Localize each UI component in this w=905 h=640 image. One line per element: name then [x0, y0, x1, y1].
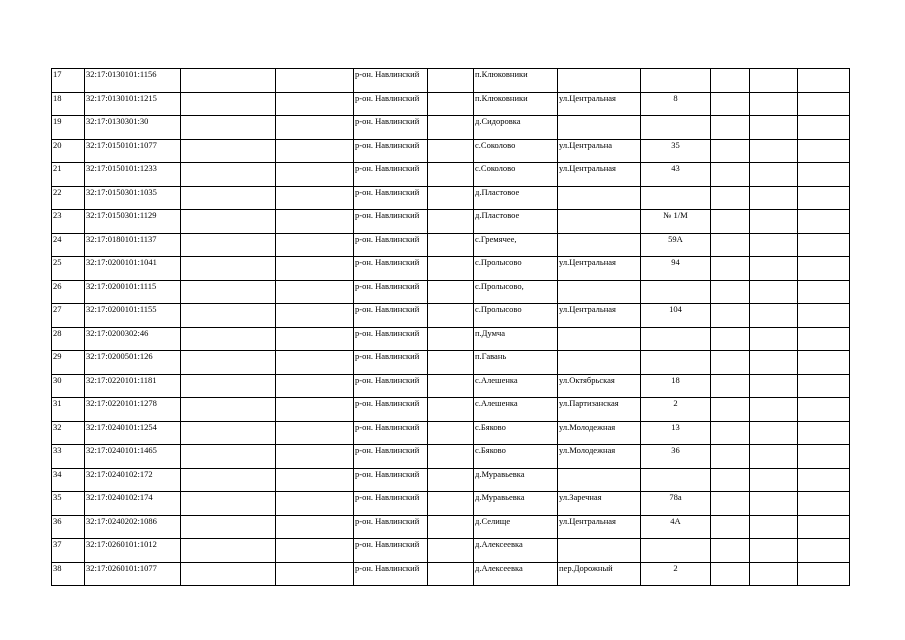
- empty-cell: [428, 445, 474, 469]
- empty-cell: [798, 304, 850, 328]
- district-cell: р-он. Навлинский: [354, 515, 428, 539]
- empty-cell: [276, 351, 354, 375]
- empty-cell: [181, 351, 276, 375]
- row-number-cell: 23: [52, 210, 85, 234]
- empty-cell: [428, 92, 474, 116]
- house-number-cell: 78а: [641, 492, 711, 516]
- table-row: [52, 445, 850, 469]
- empty-cell: [276, 186, 354, 210]
- cadastral-number-cell: 32:17:0130301:30: [85, 116, 181, 140]
- empty-cell: [181, 116, 276, 140]
- empty-cell: [181, 421, 276, 445]
- settlement-cell: с.Бяково: [474, 445, 558, 469]
- table-row: [52, 421, 850, 445]
- table-row: [52, 468, 850, 492]
- table-row: [52, 233, 850, 257]
- row-number-cell: 24: [52, 233, 85, 257]
- street-cell: ул.Заречная: [558, 492, 641, 516]
- district-cell: р-он. Навлинский: [354, 163, 428, 187]
- empty-cell: [750, 280, 798, 304]
- cadastral-number-cell: 32:17:0200101:1041: [85, 257, 181, 281]
- settlement-cell: п.Клюковники: [474, 69, 558, 93]
- empty-cell: [181, 257, 276, 281]
- empty-cell: [798, 233, 850, 257]
- settlement-cell: с.Алешенка: [474, 398, 558, 422]
- empty-cell: [798, 69, 850, 93]
- empty-cell: [276, 210, 354, 234]
- house-number-cell: [641, 116, 711, 140]
- cadastral-number-cell: 32:17:0240102:172: [85, 468, 181, 492]
- row-number-cell: 32: [52, 421, 85, 445]
- street-cell: ул.Центральная: [558, 163, 641, 187]
- district-cell: р-он. Навлинский: [354, 351, 428, 375]
- empty-cell: [181, 468, 276, 492]
- settlement-cell: с.Соколово: [474, 139, 558, 163]
- district-cell: р-он. Навлинский: [354, 468, 428, 492]
- district-cell: р-он. Навлинский: [354, 69, 428, 93]
- empty-cell: [711, 69, 750, 93]
- empty-cell: [276, 116, 354, 140]
- empty-cell: [276, 468, 354, 492]
- row-number-cell: 20: [52, 139, 85, 163]
- empty-cell: [181, 233, 276, 257]
- table-row: [52, 492, 850, 516]
- cadastral-number-cell: 32:17:0150101:1077: [85, 139, 181, 163]
- house-number-cell: [641, 186, 711, 210]
- settlement-cell: с.Бяково: [474, 421, 558, 445]
- cadastral-number-cell: 32:17:0240102:174: [85, 492, 181, 516]
- settlement-cell: д.Пластовое: [474, 186, 558, 210]
- empty-cell: [711, 92, 750, 116]
- empty-cell: [750, 421, 798, 445]
- table-row: [52, 515, 850, 539]
- empty-cell: [428, 116, 474, 140]
- empty-cell: [750, 116, 798, 140]
- street-cell: пер.Дорожный: [558, 562, 641, 586]
- district-cell: р-он. Навлинский: [354, 257, 428, 281]
- row-number-cell: 30: [52, 374, 85, 398]
- street-cell: ул.Молодежная: [558, 445, 641, 469]
- settlement-cell: п.Клюковники: [474, 92, 558, 116]
- row-number-cell: 17: [52, 69, 85, 93]
- empty-cell: [798, 280, 850, 304]
- table-row: [52, 351, 850, 375]
- empty-cell: [428, 492, 474, 516]
- empty-cell: [798, 210, 850, 234]
- cadastral-number-cell: 32:17:0150301:1035: [85, 186, 181, 210]
- empty-cell: [181, 69, 276, 93]
- empty-cell: [750, 539, 798, 563]
- house-number-cell: 8: [641, 92, 711, 116]
- table-row: [52, 562, 850, 586]
- street-cell: [558, 468, 641, 492]
- cadastral-number-cell: 32:17:0240101:1465: [85, 445, 181, 469]
- house-number-cell: [641, 327, 711, 351]
- empty-cell: [428, 233, 474, 257]
- cadastral-number-cell: 32:17:0260101:1077: [85, 562, 181, 586]
- empty-cell: [428, 562, 474, 586]
- empty-cell: [711, 515, 750, 539]
- empty-cell: [276, 492, 354, 516]
- empty-cell: [750, 186, 798, 210]
- empty-cell: [711, 163, 750, 187]
- settlement-cell: д.Муравьевка: [474, 468, 558, 492]
- empty-cell: [798, 163, 850, 187]
- empty-cell: [276, 257, 354, 281]
- house-number-cell: [641, 539, 711, 563]
- row-number-cell: 36: [52, 515, 85, 539]
- table-row: [52, 186, 850, 210]
- empty-cell: [711, 257, 750, 281]
- empty-cell: [711, 233, 750, 257]
- empty-cell: [711, 210, 750, 234]
- empty-cell: [181, 562, 276, 586]
- empty-cell: [181, 92, 276, 116]
- street-cell: [558, 186, 641, 210]
- empty-cell: [750, 327, 798, 351]
- empty-cell: [798, 562, 850, 586]
- empty-cell: [711, 445, 750, 469]
- empty-cell: [181, 374, 276, 398]
- empty-cell: [711, 421, 750, 445]
- street-cell: ул.Молодежная: [558, 421, 641, 445]
- row-number-cell: 26: [52, 280, 85, 304]
- row-number-cell: 25: [52, 257, 85, 281]
- empty-cell: [428, 304, 474, 328]
- table-row: [52, 92, 850, 116]
- empty-cell: [750, 562, 798, 586]
- empty-cell: [798, 539, 850, 563]
- row-number-cell: 38: [52, 562, 85, 586]
- district-cell: р-он. Навлинский: [354, 421, 428, 445]
- row-number-cell: 22: [52, 186, 85, 210]
- empty-cell: [798, 468, 850, 492]
- street-cell: ул.Партизанская: [558, 398, 641, 422]
- house-number-cell: 13: [641, 421, 711, 445]
- row-number-cell: 34: [52, 468, 85, 492]
- table-row: [52, 280, 850, 304]
- table-row: [52, 116, 850, 140]
- empty-cell: [428, 69, 474, 93]
- row-number-cell: 18: [52, 92, 85, 116]
- empty-cell: [428, 163, 474, 187]
- table-row: [52, 374, 850, 398]
- empty-cell: [276, 374, 354, 398]
- street-cell: ул.Центральная: [558, 92, 641, 116]
- row-number-cell: 33: [52, 445, 85, 469]
- house-number-cell: [641, 69, 711, 93]
- empty-cell: [711, 186, 750, 210]
- empty-cell: [711, 139, 750, 163]
- table-row: [52, 257, 850, 281]
- empty-cell: [750, 257, 798, 281]
- empty-cell: [711, 492, 750, 516]
- empty-cell: [750, 210, 798, 234]
- house-number-cell: [641, 468, 711, 492]
- settlement-cell: с.Пролысово: [474, 257, 558, 281]
- house-number-cell: № 1/М: [641, 210, 711, 234]
- street-cell: ул.Центральная: [558, 304, 641, 328]
- empty-cell: [798, 139, 850, 163]
- street-cell: ул.Центральная: [558, 257, 641, 281]
- settlement-cell: д.Сидоровка: [474, 116, 558, 140]
- table-row: [52, 163, 850, 187]
- district-cell: р-он. Навлинский: [354, 374, 428, 398]
- empty-cell: [181, 515, 276, 539]
- empty-cell: [750, 351, 798, 375]
- settlement-cell: с.Алешенка: [474, 374, 558, 398]
- house-number-cell: 104: [641, 304, 711, 328]
- empty-cell: [428, 539, 474, 563]
- empty-cell: [711, 374, 750, 398]
- district-cell: р-он. Навлинский: [354, 304, 428, 328]
- empty-cell: [181, 280, 276, 304]
- empty-cell: [428, 421, 474, 445]
- empty-cell: [276, 233, 354, 257]
- empty-cell: [750, 233, 798, 257]
- street-cell: [558, 351, 641, 375]
- empty-cell: [428, 398, 474, 422]
- empty-cell: [276, 445, 354, 469]
- settlement-cell: с.Пролысово,: [474, 280, 558, 304]
- house-number-cell: 43: [641, 163, 711, 187]
- district-cell: р-он. Навлинский: [354, 445, 428, 469]
- empty-cell: [276, 163, 354, 187]
- empty-cell: [750, 139, 798, 163]
- settlement-cell: с.Пролысово: [474, 304, 558, 328]
- empty-cell: [181, 539, 276, 563]
- empty-cell: [428, 139, 474, 163]
- empty-cell: [798, 186, 850, 210]
- street-cell: ул.Центральна: [558, 139, 641, 163]
- empty-cell: [428, 351, 474, 375]
- empty-cell: [276, 69, 354, 93]
- table-row: [52, 69, 850, 93]
- row-number-cell: 19: [52, 116, 85, 140]
- empty-cell: [181, 398, 276, 422]
- empty-cell: [750, 492, 798, 516]
- settlement-cell: д.Пластовое: [474, 210, 558, 234]
- street-cell: [558, 210, 641, 234]
- empty-cell: [428, 257, 474, 281]
- house-number-cell: 36: [641, 445, 711, 469]
- empty-cell: [750, 515, 798, 539]
- street-cell: ул.Октябрьская: [558, 374, 641, 398]
- empty-cell: [428, 327, 474, 351]
- cadastral-number-cell: 32:17:0220101:1278: [85, 398, 181, 422]
- settlement-cell: п.Гавань: [474, 351, 558, 375]
- empty-cell: [428, 515, 474, 539]
- settlement-cell: п.Думча: [474, 327, 558, 351]
- district-cell: р-он. Навлинский: [354, 92, 428, 116]
- cadastral-number-cell: 32:17:0200302:46: [85, 327, 181, 351]
- cadastral-number-cell: 32:17:0180101:1137: [85, 233, 181, 257]
- street-cell: ул.Центральная: [558, 515, 641, 539]
- table-row: [52, 304, 850, 328]
- row-number-cell: 35: [52, 492, 85, 516]
- empty-cell: [711, 351, 750, 375]
- district-cell: р-он. Навлинский: [354, 327, 428, 351]
- empty-cell: [276, 280, 354, 304]
- street-cell: [558, 280, 641, 304]
- empty-cell: [276, 562, 354, 586]
- district-cell: р-он. Навлинский: [354, 398, 428, 422]
- empty-cell: [798, 116, 850, 140]
- empty-cell: [428, 280, 474, 304]
- table-body: [52, 69, 850, 586]
- house-number-cell: 18: [641, 374, 711, 398]
- empty-cell: [750, 374, 798, 398]
- empty-cell: [750, 69, 798, 93]
- empty-cell: [276, 327, 354, 351]
- empty-cell: [276, 421, 354, 445]
- settlement-cell: д.Муравьевка: [474, 492, 558, 516]
- empty-cell: [711, 562, 750, 586]
- empty-cell: [750, 163, 798, 187]
- street-cell: [558, 233, 641, 257]
- cadastral-number-cell: 32:17:0200101:1155: [85, 304, 181, 328]
- street-cell: [558, 539, 641, 563]
- house-number-cell: [641, 351, 711, 375]
- empty-cell: [798, 327, 850, 351]
- empty-cell: [181, 492, 276, 516]
- district-cell: р-он. Навлинский: [354, 233, 428, 257]
- settlement-cell: д.Алексеевка: [474, 539, 558, 563]
- settlement-cell: с.Гремячее,: [474, 233, 558, 257]
- table-row: [52, 139, 850, 163]
- row-number-cell: 27: [52, 304, 85, 328]
- street-cell: [558, 327, 641, 351]
- row-number-cell: 28: [52, 327, 85, 351]
- empty-cell: [428, 374, 474, 398]
- empty-cell: [276, 539, 354, 563]
- empty-cell: [798, 351, 850, 375]
- cadastral-number-cell: 32:17:0220101:1181: [85, 374, 181, 398]
- settlement-cell: с.Соколово: [474, 163, 558, 187]
- empty-cell: [711, 304, 750, 328]
- row-number-cell: 21: [52, 163, 85, 187]
- registry-table: [51, 68, 850, 586]
- cadastral-number-cell: 32:17:0130101:1215: [85, 92, 181, 116]
- empty-cell: [181, 327, 276, 351]
- empty-cell: [798, 92, 850, 116]
- empty-cell: [711, 539, 750, 563]
- empty-cell: [798, 445, 850, 469]
- settlement-cell: д.Алексеевка: [474, 562, 558, 586]
- empty-cell: [181, 445, 276, 469]
- house-number-cell: 2: [641, 562, 711, 586]
- empty-cell: [276, 515, 354, 539]
- empty-cell: [428, 210, 474, 234]
- empty-cell: [750, 398, 798, 422]
- house-number-cell: 4А: [641, 515, 711, 539]
- empty-cell: [798, 374, 850, 398]
- empty-cell: [750, 445, 798, 469]
- empty-cell: [181, 139, 276, 163]
- empty-cell: [428, 186, 474, 210]
- empty-cell: [798, 398, 850, 422]
- empty-cell: [750, 468, 798, 492]
- cadastral-number-cell: 32:17:0200101:1115: [85, 280, 181, 304]
- cadastral-number-cell: 32:17:0150101:1233: [85, 163, 181, 187]
- empty-cell: [181, 210, 276, 234]
- cadastral-number-cell: 32:17:0240101:1254: [85, 421, 181, 445]
- row-number-cell: 37: [52, 539, 85, 563]
- district-cell: р-он. Навлинский: [354, 562, 428, 586]
- district-cell: р-он. Навлинский: [354, 116, 428, 140]
- cadastral-number-cell: 32:17:0200501:126: [85, 351, 181, 375]
- district-cell: р-он. Навлинский: [354, 539, 428, 563]
- empty-cell: [711, 327, 750, 351]
- table-row: [52, 327, 850, 351]
- empty-cell: [181, 186, 276, 210]
- empty-cell: [798, 515, 850, 539]
- house-number-cell: [641, 280, 711, 304]
- table-row: [52, 398, 850, 422]
- empty-cell: [711, 116, 750, 140]
- street-cell: [558, 69, 641, 93]
- cadastral-number-cell: 32:17:0260101:1012: [85, 539, 181, 563]
- empty-cell: [750, 304, 798, 328]
- street-cell: [558, 116, 641, 140]
- empty-cell: [750, 92, 798, 116]
- table-row: [52, 210, 850, 234]
- cadastral-number-cell: 32:17:0130101:1156: [85, 69, 181, 93]
- district-cell: р-он. Навлинский: [354, 210, 428, 234]
- empty-cell: [181, 304, 276, 328]
- empty-cell: [711, 280, 750, 304]
- house-number-cell: 2: [641, 398, 711, 422]
- empty-cell: [711, 398, 750, 422]
- district-cell: р-он. Навлинский: [354, 139, 428, 163]
- district-cell: р-он. Навлинский: [354, 492, 428, 516]
- table-row: [52, 539, 850, 563]
- house-number-cell: 94: [641, 257, 711, 281]
- cadastral-number-cell: 32:17:0240202:1086: [85, 515, 181, 539]
- document-sheet: [51, 68, 850, 586]
- house-number-cell: 59А: [641, 233, 711, 257]
- empty-cell: [181, 163, 276, 187]
- district-cell: р-он. Навлинский: [354, 280, 428, 304]
- empty-cell: [276, 304, 354, 328]
- empty-cell: [276, 92, 354, 116]
- empty-cell: [798, 257, 850, 281]
- row-number-cell: 29: [52, 351, 85, 375]
- empty-cell: [711, 468, 750, 492]
- cadastral-number-cell: 32:17:0150301:1129: [85, 210, 181, 234]
- empty-cell: [428, 468, 474, 492]
- district-cell: р-он. Навлинский: [354, 186, 428, 210]
- empty-cell: [798, 421, 850, 445]
- house-number-cell: 35: [641, 139, 711, 163]
- settlement-cell: д.Селище: [474, 515, 558, 539]
- empty-cell: [798, 492, 850, 516]
- empty-cell: [276, 398, 354, 422]
- empty-cell: [276, 139, 354, 163]
- row-number-cell: 31: [52, 398, 85, 422]
